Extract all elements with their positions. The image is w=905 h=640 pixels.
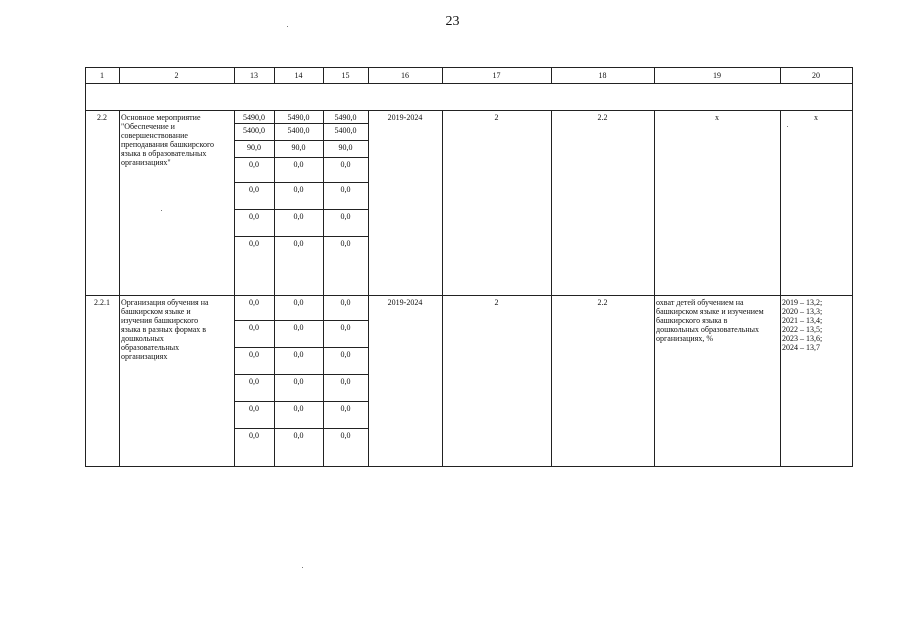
header-cell-19: 19 [713, 71, 721, 80]
scan-speck [161, 210, 162, 211]
row-name: Организация обучения на башкирском языке и изучения башкирского языка в разных формах в дошкольных образовательных организациях [121, 298, 209, 361]
header-cell-16: 16 [401, 71, 409, 80]
target-values-cell: 2019 – 13,2; 2020 – 13,3; 2021 – 13,4; 2022 – 13,5; 2023 – 13,6; 2024 – 13,7 [782, 298, 823, 352]
value-cell-15: 5400,0 [334, 126, 357, 135]
scan-speck [287, 26, 288, 27]
value-cell-13: 0,0 [249, 431, 259, 440]
value-cell-15: 0,0 [340, 350, 351, 359]
table-rule [852, 67, 853, 83]
col17-cell: 2 [494, 298, 499, 307]
table-rule [85, 110, 853, 111]
value-cell-15: 90,0 [338, 143, 353, 152]
value-cell-13: 0,0 [249, 212, 259, 221]
table-rule [852, 83, 853, 110]
value-cell-15: 0,0 [340, 185, 351, 194]
col17-cell: 2 [494, 113, 499, 122]
value-cell-15: 0,0 [340, 323, 351, 332]
page-number: 23 [445, 14, 460, 29]
value-cell-14: 0,0 [293, 298, 304, 307]
value-cell-14: 0,0 [293, 431, 304, 440]
row-number: 2.2 [97, 113, 107, 122]
value-cell-15: 0,0 [340, 431, 351, 440]
table-rule [852, 110, 853, 466]
value-cell-13: 5490,0 [243, 113, 265, 122]
value-cell-15: 5490,0 [334, 113, 357, 122]
table-rule [234, 236, 368, 237]
value-cell-14: 0,0 [293, 350, 304, 359]
value-cell-13: 90,0 [247, 143, 261, 152]
table-rule [234, 182, 368, 183]
value-cell-15: 0,0 [340, 212, 351, 221]
table-rule [234, 347, 368, 348]
table-rule [234, 320, 368, 321]
value-cell-14: 0,0 [293, 404, 304, 413]
value-cell-14: 0,0 [293, 212, 304, 221]
value-cell-13: 0,0 [249, 185, 259, 194]
table-rule [234, 428, 368, 429]
value-cell-13: 0,0 [249, 377, 259, 386]
table-rule [234, 209, 368, 210]
value-cell-14: 5490,0 [287, 113, 310, 122]
target-values-cell: х [814, 113, 818, 122]
period-cell: 2019-2024 [387, 298, 423, 307]
scan-speck [787, 126, 788, 127]
header-cell-14: 14 [294, 71, 303, 80]
value-cell-13: 0,0 [249, 350, 259, 359]
value-cell-14: 0,0 [293, 160, 304, 169]
table-rule [85, 83, 86, 110]
value-cell-14: 0,0 [293, 185, 304, 194]
header-cell-17: 17 [492, 71, 501, 80]
row-name: Основное мероприятие "Обеспечение и совершенствование преподавания башкирского языка в образовательных организациях" [121, 113, 215, 167]
table-rule [85, 67, 853, 68]
row-number: 2.2.1 [94, 298, 110, 307]
value-cell-14: 90,0 [291, 143, 306, 152]
table-rule [234, 157, 368, 158]
value-cell-13: 0,0 [249, 323, 259, 332]
indicator-cell: х [715, 113, 719, 122]
header-cell-1: 1 [100, 71, 104, 80]
value-cell-15: 0,0 [340, 298, 351, 307]
value-cell-15: 0,0 [340, 160, 351, 169]
header-cell-15: 15 [341, 71, 350, 80]
table-rule [85, 466, 853, 467]
value-cell-13: 5400,0 [243, 126, 265, 135]
table-rule [85, 295, 853, 296]
table-rule [234, 401, 368, 402]
value-cell-14: 0,0 [293, 323, 304, 332]
value-cell-14: 0,0 [293, 239, 304, 248]
table-rule [85, 83, 853, 84]
value-cell-14: 0,0 [293, 377, 304, 386]
scan-speck [302, 567, 303, 568]
value-cell-15: 0,0 [340, 377, 351, 386]
col18-cell: 2.2 [597, 298, 608, 307]
table-rule [234, 123, 368, 124]
value-cell-14: 5400,0 [287, 126, 310, 135]
value-cell-15: 0,0 [340, 239, 351, 248]
header-cell-2: 2 [174, 71, 179, 80]
header-cell-20: 20 [812, 71, 820, 80]
value-cell-13: 0,0 [249, 160, 259, 169]
value-cell-13: 0,0 [249, 404, 259, 413]
period-cell: 2019-2024 [387, 113, 423, 122]
col18-cell: 2.2 [597, 113, 608, 122]
value-cell-13: 0,0 [249, 298, 259, 307]
value-cell-13: 0,0 [249, 239, 259, 248]
indicator-cell: охват детей обучением на башкирском языке и изучением башкирского языка в дошкольных образовательных организациях, % [656, 298, 764, 343]
table-rule [234, 140, 368, 141]
table-rule [234, 374, 368, 375]
header-cell-18: 18 [598, 71, 607, 80]
value-cell-15: 0,0 [340, 404, 351, 413]
header-cell-13: 13 [250, 71, 258, 80]
